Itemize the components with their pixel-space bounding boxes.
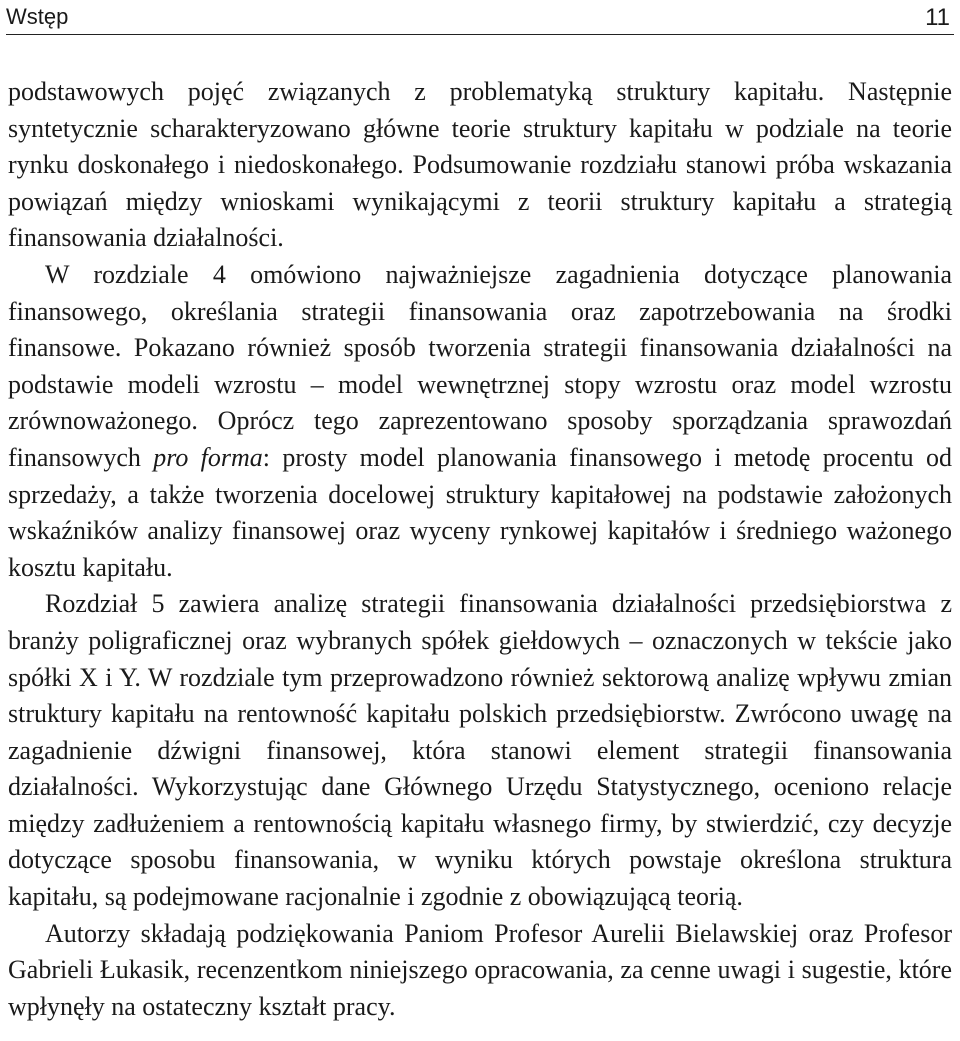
paragraph-1: podstawowych pojęć związanych z problematyką struktury kapitału. Następnie syntetycznie scharakteryzowano główne teorie struktury kapitału w podziale na teorie rynku doskonałego i niedoskonałego. Podsumowanie rozdziału stanowi próba wskazania powiązań między wnioskami wynikającymi z teorii struktury kapitału a strategią finansowania działalności. (8, 77, 952, 253)
section-title: Wstęp (6, 4, 69, 29)
running-header (6, 0, 954, 35)
pro-forma-italic: pro forma (153, 442, 263, 472)
paragraph-4: Autorzy składają podziękowania Paniom Profesor Aurelii Bielawskiej oraz Profesor Gabrieli Łukasik, recenzentkom niniejszego opracowania, za cenne uwagi i sugestie, które wpłynęły na ostateczny kształt pracy. (8, 918, 952, 1021)
body-text (8, 74, 952, 1025)
paragraph-3: Rozdział 5 zawiera analizę strategii finansowania działalności przedsiębiorstwa z branży poligraficznej oraz wybranych spółek giełdowych – oznaczonych w tekście jako spółki X i Y. W rozdziale tym przeprowadzono również sektorową analizę wpływu zmian struktury kapitału na rentowność kapitału polskich przedsiębiorstw. Zwrócono uwagę na zagadnienie dźwigni finansowej, która stanowi element strategii finansowania działalności. Wykorzystując dane Głównego Urzędu Statystycznego, oceniono relacje między zadłużeniem a rentownością kapitału własnego firmy, by stwierdzić, czy decyzje dotyczące sposobu finansowania, w wyniku których powstaje określona struktura kapitału, są podejmowane racjonalnie i zgodnie z obowiązującą teorią. (8, 589, 952, 912)
paragraph-2-text-b: : prosty model planowania finansowego i metodę procentu od sprzedaży, a także tworzenia docelowej struktury kapitałowej na podstawie założonych wskaźników analizy finansowej oraz wyceny rynkowej kapitałów i średniego ważonego kosztu kapitału. (8, 442, 953, 582)
paragraph-2-text-a: W rozdziale 4 omówiono najważniejsze zagadnienia dotyczące planowania finansowego, określania strategii finansowania oraz zapotrzebowania na środki finansowe. Pokazano również sposób tworzenia strategii finansowania działalności na podstawie modeli wzrostu – model wewnętrznej stopy wzrostu oraz model wzrostu zrównoważonego. Oprócz tego zaprezentowano sposoby sporządzania sprawozdań finansowych (8, 259, 952, 472)
paragraph-2 (8, 257, 952, 586)
page-number: 11 (925, 4, 950, 31)
